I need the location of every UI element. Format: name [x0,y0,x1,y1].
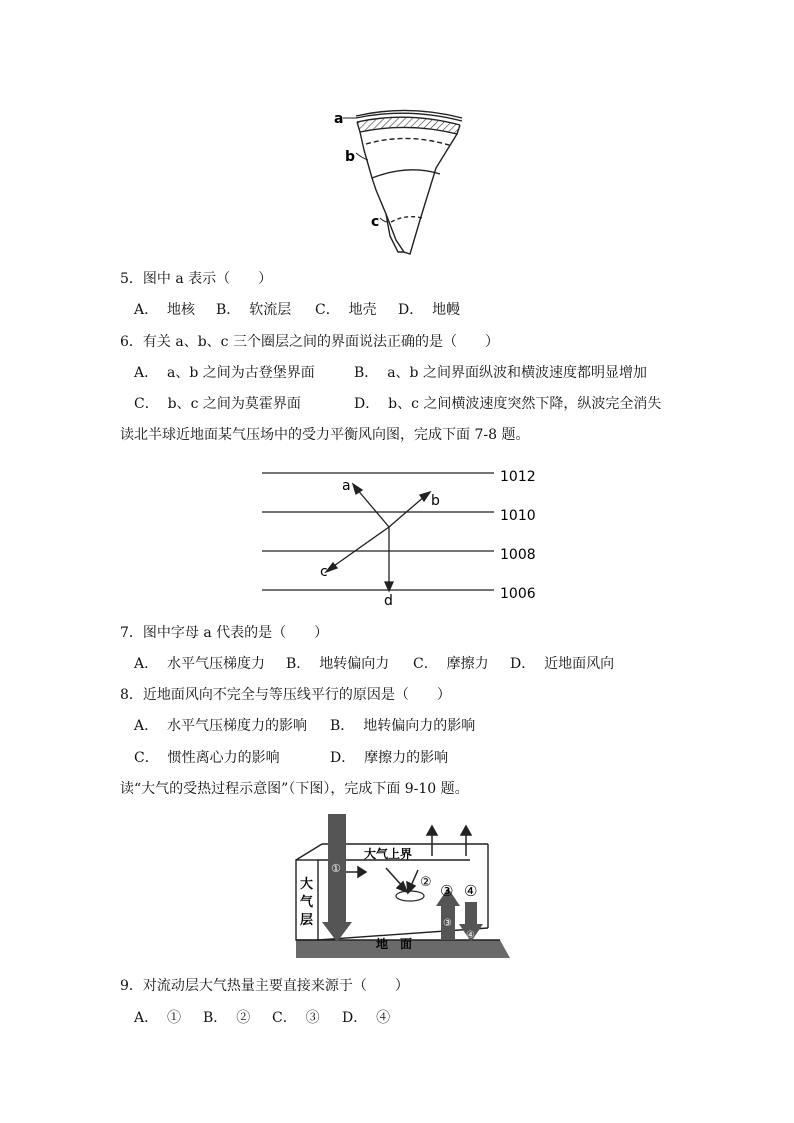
isobar-figure [262,469,536,609]
question-7-stem: 7．图中字母 a 代表的是（ ） [120,625,329,641]
question-8-option-b: B． 地转偏向力的影响 [330,718,476,734]
atmosphere-label-2: 气 [300,895,314,910]
question-5-option-c: C． 地壳 [315,302,377,318]
question-6-option-a: A． a、b 之间为古登堡界面 [134,365,315,381]
question-8-option-c: C． 惯性离心力的影响 [134,750,280,766]
marker-3-small: ③ [443,918,452,929]
arrow-label-d: d [384,593,393,609]
question-7-option-c: C． 摩擦力 [413,656,489,672]
ground-label: 地 面 [376,937,413,951]
intro-7-8: 读北半球近地面某气压场中的受力平衡风向图，完成下面 7-8 题。 [120,427,530,443]
arrow-label-b: b [431,493,440,509]
intro-9-10: 读“大气的受热过程示意图”（下图），完成下面 9-10 题。 [120,781,469,797]
isobar-value: 1008 [500,547,536,563]
question-5-option-d: D． 地幔 [398,302,461,318]
marker-2: ② [420,875,432,890]
question-8-option-a: A． 水平气压梯度力的影响 [134,718,308,734]
isobar-value: 1010 [500,508,536,524]
arrow-label-c: c [320,564,328,580]
question-9-option-d: D． ④ [342,1010,391,1026]
marker-4-small: ④ [466,930,475,941]
marker-4: ④ [464,882,478,900]
force-arrow-a [356,488,389,527]
question-6-option-c: C． b、c 之间为莫霍界面 [134,396,301,412]
question-5-stem: 5．图中 a 表示（ ） [120,271,273,287]
question-5-option-b: B． 软流层 [216,302,292,318]
question-6-stem: 6．有关 a、b、c 三个圈层之间的界面说法正确的是（ ） [120,334,499,350]
atmosphere-label-3: 层 [300,913,314,928]
heating-process-figure [296,814,510,958]
question-7-option-a: A． 水平气压梯度力 [134,656,266,672]
isobar-value: 1012 [500,469,536,485]
question-8-stem: 8．近地面风向不完全与等压线平行的原因是（ ） [120,687,451,703]
cloud-shape [396,891,424,901]
wedge-outline [356,110,462,254]
arrow-label-a: a [342,478,351,494]
force-arrow-c [331,527,389,568]
question-9-option-a: A． ① [134,1010,182,1026]
label-pointers [343,118,388,222]
question-7-option-d: D． 近地面风向 [510,656,615,672]
question-8-option-d: D． 摩擦力的影响 [330,750,449,766]
question-6-option-b: B． a、b 之间界面纵波和横波速度都明显增加 [354,365,647,381]
question-6-option-d: D． b、c 之间横波速度突然下降，纵波完全消失 [354,396,662,412]
layer-label-a: a [334,111,344,127]
atmosphere-label-1: 大 [300,877,314,892]
layer-label-b: b [345,149,356,165]
layer-label-c: c [371,214,380,230]
question-7-option-b: B． 地转偏向力 [286,656,390,672]
marker-3: ③ [440,882,454,900]
top-of-atmosphere-label: 大气上界 [364,847,413,861]
marker-1: ① [331,862,341,875]
question-9-stem: 9．对流动层大气热量主要直接来源于（ ） [120,978,409,994]
question-5-option-a: A． 地核 [134,302,196,318]
isobar-value: 1006 [500,586,536,602]
question-9-option-b: B． ② [203,1010,251,1026]
question-9-option-c: C． ③ [272,1010,320,1026]
